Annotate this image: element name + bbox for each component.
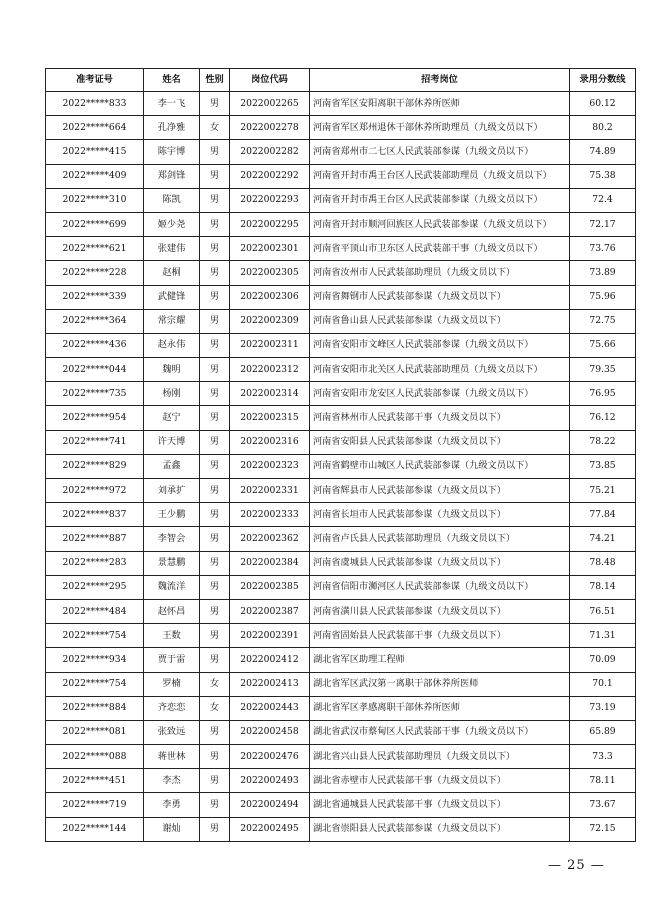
table-row [46, 479, 636, 503]
score-cell: 75.96 [570, 285, 636, 309]
gender-cell: 男 [200, 164, 230, 188]
exam-id-cell: 2022*****754 [46, 624, 144, 648]
post-code-cell: 2022002282 [230, 140, 310, 164]
score-cell: 72.75 [570, 309, 636, 333]
score-cell: 75.38 [570, 164, 636, 188]
score-cell: 78.11 [570, 769, 636, 793]
post-cell: 河南省军区安阳离职干部休养所医师 [310, 92, 570, 116]
post-code-cell: 2022002309 [230, 309, 310, 333]
gender-cell: 男 [200, 309, 230, 333]
gender-cell: 男 [200, 527, 230, 551]
exam-id-cell: 2022*****310 [46, 188, 144, 212]
table-row [46, 212, 636, 236]
score-cell: 72.15 [570, 817, 636, 841]
header-score: 录用分数线 [570, 69, 636, 92]
score-cell: 76.51 [570, 599, 636, 623]
name-cell: 李一飞 [144, 92, 200, 116]
exam-id-cell: 2022*****719 [46, 793, 144, 817]
table-row [46, 164, 636, 188]
post-cell: 河南省信阳市浉河区人民武装部参谋（九级文员以下） [310, 575, 570, 599]
exam-id-cell: 2022*****283 [46, 551, 144, 575]
table-row [46, 140, 636, 164]
table-row [46, 527, 636, 551]
gender-cell: 女 [200, 696, 230, 720]
post-code-cell: 2022002278 [230, 116, 310, 140]
table-row [46, 599, 636, 623]
name-cell: 魏流洋 [144, 575, 200, 599]
post-cell: 湖北省通城县人民武装部干事（九级文员以下） [310, 793, 570, 817]
exam-id-cell: 2022*****228 [46, 261, 144, 285]
post-cell: 河南省平顶山市卫东区人民武装部干事（九级文员以下） [310, 237, 570, 261]
post-code-cell: 2022002331 [230, 479, 310, 503]
post-cell: 河南省鲁山县人民武装部参谋（九级文员以下） [310, 309, 570, 333]
post-cell: 湖北省军区孝感离职干部休养所医师 [310, 696, 570, 720]
post-cell: 河南省固始县人民武装部干事（九级文员以下） [310, 624, 570, 648]
name-cell: 魏明 [144, 358, 200, 382]
gender-cell: 男 [200, 575, 230, 599]
post-code-cell: 2022002443 [230, 696, 310, 720]
gender-cell: 男 [200, 503, 230, 527]
table-header-row [46, 69, 636, 92]
exam-id-cell: 2022*****295 [46, 575, 144, 599]
post-cell: 河南省开封市禹王台区人民武装部助理员（九级文员以下） [310, 164, 570, 188]
post-cell: 河南省安阳市北关区人民武装部助理员（九级文员以下） [310, 358, 570, 382]
post-cell: 河南省卢氏县人民武装部助理员（九级文员以下） [310, 527, 570, 551]
gender-cell: 男 [200, 382, 230, 406]
gender-cell: 男 [200, 769, 230, 793]
post-cell: 河南省郑州市二七区人民武装部参谋（九级文员以下） [310, 140, 570, 164]
name-cell: 李勇 [144, 793, 200, 817]
name-cell: 赵桐 [144, 261, 200, 285]
score-cell: 80.2 [570, 116, 636, 140]
exam-id-cell: 2022*****664 [46, 116, 144, 140]
post-cell: 河南省林州市人民武装部干事（九级文员以下） [310, 406, 570, 430]
table-row [46, 285, 636, 309]
post-code-cell: 2022002295 [230, 212, 310, 236]
exam-id-cell: 2022*****833 [46, 92, 144, 116]
post-code-cell: 2022002412 [230, 648, 310, 672]
name-cell: 蒋世林 [144, 745, 200, 769]
post-code-cell: 2022002387 [230, 599, 310, 623]
post-cell: 湖北省武汉市蔡甸区人民武装部干事（九级文员以下） [310, 720, 570, 744]
name-cell: 郑剑锋 [144, 164, 200, 188]
exam-id-cell: 2022*****088 [46, 745, 144, 769]
gender-cell: 男 [200, 599, 230, 623]
post-cell: 湖北省军区助理工程师 [310, 648, 570, 672]
post-code-cell: 2022002323 [230, 454, 310, 478]
name-cell: 赵怀昌 [144, 599, 200, 623]
gender-cell: 男 [200, 358, 230, 382]
post-cell: 河南省虞城县人民武装部参谋（九级文员以下） [310, 551, 570, 575]
score-cell: 71.31 [570, 624, 636, 648]
page-number: — 25 — [548, 858, 605, 873]
post-code-cell: 2022002494 [230, 793, 310, 817]
gender-cell: 男 [200, 140, 230, 164]
exam-id-cell: 2022*****144 [46, 817, 144, 841]
score-cell: 76.12 [570, 406, 636, 430]
exam-id-cell: 2022*****735 [46, 382, 144, 406]
exam-id-cell: 2022*****699 [46, 212, 144, 236]
table-row [46, 382, 636, 406]
name-cell: 赵永伟 [144, 333, 200, 357]
name-cell: 杨刚 [144, 382, 200, 406]
exam-id-cell: 2022*****415 [46, 140, 144, 164]
name-cell: 陈凯 [144, 188, 200, 212]
gender-cell: 男 [200, 212, 230, 236]
exam-id-cell: 2022*****754 [46, 672, 144, 696]
post-code-cell: 2022002305 [230, 261, 310, 285]
table-row [46, 503, 636, 527]
table-row [46, 551, 636, 575]
score-cell: 73.89 [570, 261, 636, 285]
score-cell: 65.89 [570, 720, 636, 744]
name-cell: 赵宁 [144, 406, 200, 430]
table-row [46, 454, 636, 478]
score-cell: 76.95 [570, 382, 636, 406]
post-code-cell: 2022002385 [230, 575, 310, 599]
gender-cell: 男 [200, 333, 230, 357]
header-gender: 性别 [200, 69, 230, 92]
post-cell: 湖北省赤壁市人民武装部干事（九级文员以下） [310, 769, 570, 793]
table-row [46, 672, 636, 696]
exam-id-cell: 2022*****741 [46, 430, 144, 454]
name-cell: 齐恋恋 [144, 696, 200, 720]
name-cell: 李智会 [144, 527, 200, 551]
name-cell: 常宗耀 [144, 309, 200, 333]
name-cell: 刘承扩 [144, 479, 200, 503]
score-cell: 72.4 [570, 188, 636, 212]
gender-cell: 男 [200, 454, 230, 478]
name-cell: 张致远 [144, 720, 200, 744]
name-cell: 贾于雷 [144, 648, 200, 672]
post-code-cell: 2022002312 [230, 358, 310, 382]
post-code-cell: 2022002306 [230, 285, 310, 309]
exam-id-cell: 2022*****409 [46, 164, 144, 188]
score-cell: 60.12 [570, 92, 636, 116]
gender-cell: 男 [200, 237, 230, 261]
table-row [46, 720, 636, 744]
table-row [46, 793, 636, 817]
post-code-cell: 2022002292 [230, 164, 310, 188]
score-cell: 73.67 [570, 793, 636, 817]
post-cell: 河南省安阳市龙安区人民武装部参谋（九级文员以下） [310, 382, 570, 406]
header-name: 姓名 [144, 69, 200, 92]
header-post-code: 岗位代码 [230, 69, 310, 92]
post-cell: 湖北省军区武汉第一离职干部休养所医师 [310, 672, 570, 696]
post-code-cell: 2022002311 [230, 333, 310, 357]
post-code-cell: 2022002301 [230, 237, 310, 261]
score-cell: 78.14 [570, 575, 636, 599]
table-row [46, 769, 636, 793]
score-cell: 75.66 [570, 333, 636, 357]
exam-id-cell: 2022*****884 [46, 696, 144, 720]
post-cell: 河南省安阳市文峰区人民武装部参谋（九级文员以下） [310, 333, 570, 357]
post-code-cell: 2022002362 [230, 527, 310, 551]
post-code-cell: 2022002384 [230, 551, 310, 575]
table-row [46, 333, 636, 357]
exam-id-cell: 2022*****484 [46, 599, 144, 623]
score-cell: 73.85 [570, 454, 636, 478]
exam-id-cell: 2022*****621 [46, 237, 144, 261]
name-cell: 王少鹏 [144, 503, 200, 527]
post-cell: 湖北省崇阳县人民武装部参谋（九级文员以下） [310, 817, 570, 841]
post-cell: 河南省安阳县人民武装部参谋（九级文员以下） [310, 430, 570, 454]
post-cell: 河南省潢川县人民武装部参谋（九级文员以下） [310, 599, 570, 623]
exam-id-cell: 2022*****081 [46, 720, 144, 744]
post-code-cell: 2022002495 [230, 817, 310, 841]
exam-id-cell: 2022*****934 [46, 648, 144, 672]
gender-cell: 男 [200, 745, 230, 769]
gender-cell: 男 [200, 624, 230, 648]
table-row [46, 309, 636, 333]
table-row [46, 358, 636, 382]
exam-id-cell: 2022*****972 [46, 479, 144, 503]
gender-cell: 男 [200, 479, 230, 503]
table-row [46, 696, 636, 720]
name-cell: 孔净雅 [144, 116, 200, 140]
post-code-cell: 2022002333 [230, 503, 310, 527]
post-cell: 湖北省兴山县人民武装部助理员（九级文员以下） [310, 745, 570, 769]
gender-cell: 男 [200, 551, 230, 575]
gender-cell: 女 [200, 672, 230, 696]
header-post: 招考岗位 [310, 69, 570, 92]
table-row [46, 745, 636, 769]
post-cell: 河南省汝州市人民武装部助理员（九级文员以下） [310, 261, 570, 285]
name-cell: 张建伟 [144, 237, 200, 261]
exam-id-cell: 2022*****364 [46, 309, 144, 333]
post-code-cell: 2022002413 [230, 672, 310, 696]
table-row [46, 624, 636, 648]
table-row [46, 575, 636, 599]
name-cell: 李杰 [144, 769, 200, 793]
exam-id-cell: 2022*****044 [46, 358, 144, 382]
post-cell: 河南省舞钢市人民武装部参谋（九级文员以下） [310, 285, 570, 309]
exam-id-cell: 2022*****339 [46, 285, 144, 309]
name-cell: 景慧鹏 [144, 551, 200, 575]
score-cell: 70.09 [570, 648, 636, 672]
name-cell: 武健锋 [144, 285, 200, 309]
table-row [46, 116, 636, 140]
gender-cell: 男 [200, 261, 230, 285]
gender-cell: 男 [200, 817, 230, 841]
name-cell: 陈宇博 [144, 140, 200, 164]
score-cell: 73.3 [570, 745, 636, 769]
name-cell: 罗楠 [144, 672, 200, 696]
score-cell: 75.21 [570, 479, 636, 503]
exam-id-cell: 2022*****954 [46, 406, 144, 430]
post-cell: 河南省长垣市人民武装部参谋（九级文员以下） [310, 503, 570, 527]
post-code-cell: 2022002391 [230, 624, 310, 648]
name-cell: 姬少尧 [144, 212, 200, 236]
admission-score-table [45, 68, 636, 842]
post-code-cell: 2022002293 [230, 188, 310, 212]
table-row [46, 237, 636, 261]
gender-cell: 男 [200, 793, 230, 817]
score-cell: 73.19 [570, 696, 636, 720]
name-cell: 王数 [144, 624, 200, 648]
score-cell: 74.89 [570, 140, 636, 164]
table-row [46, 406, 636, 430]
post-cell: 河南省开封市顺河回族区人民武装部参谋（九级文员以下） [310, 212, 570, 236]
exam-id-cell: 2022*****837 [46, 503, 144, 527]
table-row [46, 92, 636, 116]
exam-id-cell: 2022*****829 [46, 454, 144, 478]
name-cell: 谢灿 [144, 817, 200, 841]
gender-cell: 男 [200, 430, 230, 454]
post-code-cell: 2022002476 [230, 745, 310, 769]
table-body [46, 92, 636, 842]
post-code-cell: 2022002493 [230, 769, 310, 793]
post-code-cell: 2022002316 [230, 430, 310, 454]
post-cell: 河南省鹤壁市山城区人民武装部参谋（九级文员以下） [310, 454, 570, 478]
post-code-cell: 2022002315 [230, 406, 310, 430]
post-cell: 河南省辉县市人民武装部参谋（九级文员以下） [310, 479, 570, 503]
gender-cell: 男 [200, 406, 230, 430]
table-row [46, 648, 636, 672]
header-exam-id: 准考证号 [46, 69, 144, 92]
post-cell: 河南省军区郑州退休干部休养所助理员（九级文员以下） [310, 116, 570, 140]
score-cell: 70.1 [570, 672, 636, 696]
gender-cell: 男 [200, 188, 230, 212]
score-cell: 78.48 [570, 551, 636, 575]
name-cell: 孟鑫 [144, 454, 200, 478]
gender-cell: 男 [200, 285, 230, 309]
gender-cell: 男 [200, 648, 230, 672]
table-row [46, 261, 636, 285]
name-cell: 许天博 [144, 430, 200, 454]
post-code-cell: 2022002265 [230, 92, 310, 116]
gender-cell: 女 [200, 116, 230, 140]
table-row [46, 430, 636, 454]
score-cell: 77.84 [570, 503, 636, 527]
gender-cell: 男 [200, 92, 230, 116]
score-cell: 73.76 [570, 237, 636, 261]
post-code-cell: 2022002458 [230, 720, 310, 744]
exam-id-cell: 2022*****887 [46, 527, 144, 551]
exam-id-cell: 2022*****451 [46, 769, 144, 793]
table-row [46, 817, 636, 841]
exam-id-cell: 2022*****436 [46, 333, 144, 357]
gender-cell: 男 [200, 720, 230, 744]
score-cell: 74.21 [570, 527, 636, 551]
score-cell: 78.22 [570, 430, 636, 454]
table-row [46, 188, 636, 212]
post-cell: 河南省开封市禹王台区人民武装部参谋（九级文员以下） [310, 188, 570, 212]
post-code-cell: 2022002314 [230, 382, 310, 406]
score-cell: 72.17 [570, 212, 636, 236]
score-cell: 79.35 [570, 358, 636, 382]
